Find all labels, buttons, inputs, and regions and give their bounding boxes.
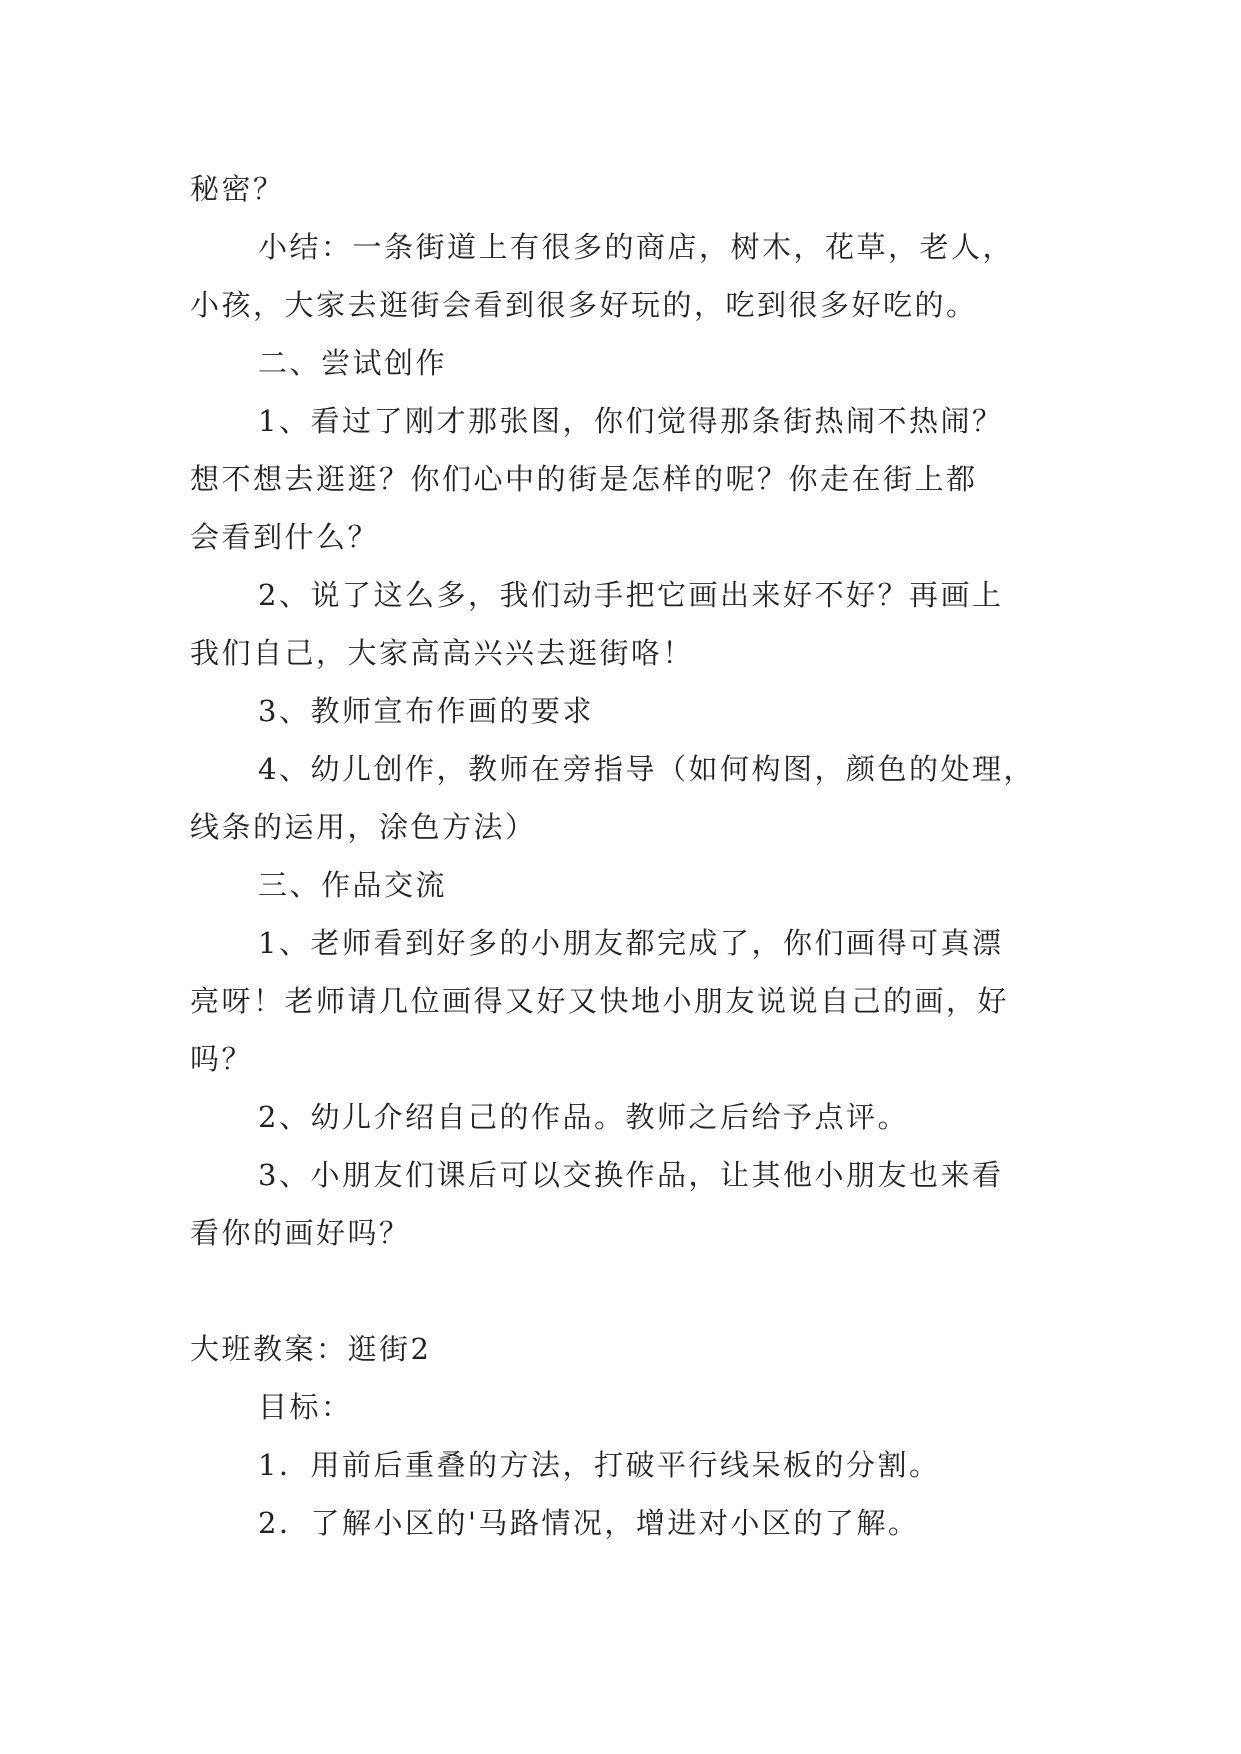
text-line: 吗？	[190, 1042, 254, 1076]
text-line: 看你的画好吗？	[190, 1216, 411, 1250]
section-heading: 二、尝试创作	[258, 346, 448, 380]
paragraph-gap	[190, 1262, 1060, 1320]
text-line: 1、老师看到好多的小朋友都完成了，你们画得可真漂	[258, 926, 1004, 960]
text-line: 3、小朋友们课后可以交换作品，让其他小朋友也来看	[258, 1158, 1004, 1192]
text-line: 小孩，大家去逛街会看到很多好玩的，吃到很多好吃的。	[190, 288, 978, 322]
document-title: 大班教案：逛街2	[190, 1332, 432, 1366]
document-page	[190, 160, 1060, 1552]
text-line: 秘密？	[190, 172, 285, 206]
text-line: 1．用前后重叠的方法，打破平行线呆板的分割。	[258, 1448, 941, 1482]
text-line: 我们自己，大家高高兴兴去逛街咯！	[190, 636, 695, 670]
text-line: 亮呀！老师请几位画得又好又快地小朋友说说自己的画，好	[190, 984, 1010, 1018]
text-line: 想不想去逛逛？你们心中的街是怎样的呢？你走在街上都	[190, 462, 978, 496]
text-line: 线条的运用，涂色方法）	[190, 810, 537, 844]
text-line: 小结：一条街道上有很多的商店，树木，花草，老人，	[258, 230, 1015, 264]
text-line: 2、幼儿介绍自己的作品。教师之后给予点评。	[258, 1100, 909, 1134]
text-line: 3、教师宣布作画的要求	[258, 694, 594, 728]
text-line: 1、看过了刚才那张图，你们觉得那条街热闹不热闹？	[258, 404, 1004, 438]
section-heading: 目标：	[258, 1390, 353, 1424]
text-line: 2、说了这么多，我们动手把它画出来好不好？再画上	[258, 578, 1004, 612]
text-line: 4、幼儿创作，教师在旁指导（如何构图，颜色的处理，	[258, 752, 1035, 786]
section-heading: 三、作品交流	[258, 868, 448, 902]
text-line: 会看到什么？	[190, 520, 380, 554]
text-line: 2．了解小区的'马路情况，增进对小区的了解。	[258, 1506, 920, 1540]
